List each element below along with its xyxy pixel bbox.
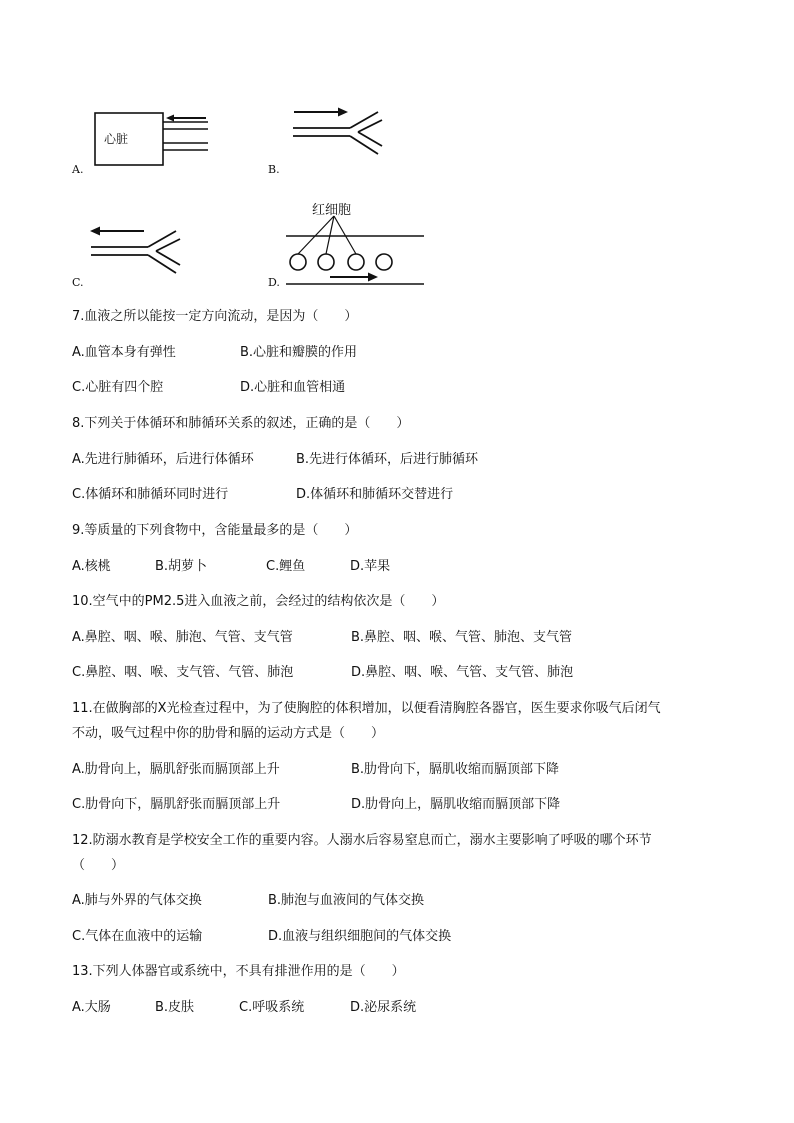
figure-d-caption: 红细胞 <box>312 203 352 218</box>
question-9-option-b[interactable]: B.胡萝卜 <box>155 559 208 574</box>
question-12-option-c[interactable]: C.气体在血液中的运输 <box>72 929 203 944</box>
question-9-stem: 9.等质量的下列食物中，含能量最多的是（ ） <box>72 523 358 538</box>
question-11-option-c[interactable]: C.肋骨向下，膈肌舒张而膈顶部上升 <box>72 797 281 812</box>
figure-d-capillary-diagram <box>284 214 428 286</box>
question-11-option-a[interactable]: A.肋骨向上，膈肌舒张而膈顶部上升 <box>72 762 280 777</box>
question-13-stem: 13.下列人体器官或系统中，不具有排泄作用的是（ ） <box>72 964 405 979</box>
figure-b-vessel-diagram <box>290 104 390 166</box>
question-8-option-b[interactable]: B.先进行体循环，后进行肺循环 <box>296 452 479 467</box>
question-13-option-c[interactable]: C.呼吸系统 <box>239 1000 305 1015</box>
question-11-option-d[interactable]: D.肋骨向上，膈肌收缩而膈顶部下降 <box>351 797 561 812</box>
question-12-option-b[interactable]: B.肺泡与血液间的气体交换 <box>268 893 425 908</box>
question-8-option-c[interactable]: C.体循环和肺循环同时进行 <box>72 487 229 502</box>
question-10-option-b[interactable]: B.鼻腔、咽、喉、气管、肺泡、支气管 <box>351 630 573 645</box>
question-7-option-b[interactable]: B.心脏和瓣膜的作用 <box>240 345 358 360</box>
question-7-option-d[interactable]: D.心脏和血管相通 <box>240 380 346 395</box>
question-12-option-d[interactable]: D.血液与组织细胞间的气体交换 <box>268 929 452 944</box>
figure-b-label: B. <box>268 163 280 176</box>
question-11-option-b[interactable]: B.肋骨向下，膈肌收缩而膈顶部下降 <box>351 762 560 777</box>
question-12-option-a[interactable]: A.肺与外界的气体交换 <box>72 893 202 908</box>
figure-c-vessel-diagram <box>88 220 188 286</box>
figure-a-box-text: 心脏 <box>104 132 129 146</box>
question-10-option-d[interactable]: D.鼻腔、咽、喉、气管、支气管、肺泡 <box>351 665 574 680</box>
question-13-option-d[interactable]: D.泌尿系统 <box>350 1000 417 1015</box>
question-12-stem-cont: （ ） <box>72 858 125 873</box>
question-8-option-d[interactable]: D.体循环和肺循环交替进行 <box>296 487 454 502</box>
question-9-option-a[interactable]: A.核桃 <box>72 559 111 574</box>
question-12-stem: 12.防溺水教育是学校安全工作的重要内容。人溺水后容易窒息而亡，溺水主要影响了呼吸的哪个环节 <box>72 833 652 848</box>
question-11-stem: 11.在做胸部的X光检查过程中，为了使胸腔的体积增加，以便看清胸腔各器官，医生要求你吸气后闭气 <box>72 701 661 716</box>
question-7-option-a[interactable]: A.血管本身有弹性 <box>72 345 176 360</box>
question-10-stem: 10.空气中的PM2.5进入血液之前，会经过的结构依次是（ ） <box>72 594 445 609</box>
question-7-stem: 7.血液之所以能按一定方向流动，是因为（ ） <box>72 309 358 324</box>
question-7-option-c[interactable]: C.心脏有四个腔 <box>72 380 164 395</box>
question-13-option-b[interactable]: B.皮肤 <box>155 1000 195 1015</box>
question-10-option-a[interactable]: A.鼻腔、咽、喉、肺泡、气管、支气管 <box>72 630 293 645</box>
figure-c-label: C. <box>72 276 84 289</box>
question-9-option-d[interactable]: D.苹果 <box>350 559 391 574</box>
question-13-option-a[interactable]: A.大肠 <box>72 1000 111 1015</box>
question-9-option-c[interactable]: C.鲤鱼 <box>266 559 306 574</box>
question-8-stem: 8.下列关于体循环和肺循环关系的叙述，正确的是（ ） <box>72 416 410 431</box>
figure-a-label: A. <box>72 163 84 176</box>
figure-d-label: D. <box>268 276 280 289</box>
question-10-option-c[interactable]: C.鼻腔、咽、喉、支气管、气管、肺泡 <box>72 665 294 680</box>
question-8-option-a[interactable]: A.先进行肺循环，后进行体循环 <box>72 452 254 467</box>
question-11-stem-cont: 不动，吸气过程中你的肋骨和膈的运动方式是（ ） <box>72 726 385 741</box>
